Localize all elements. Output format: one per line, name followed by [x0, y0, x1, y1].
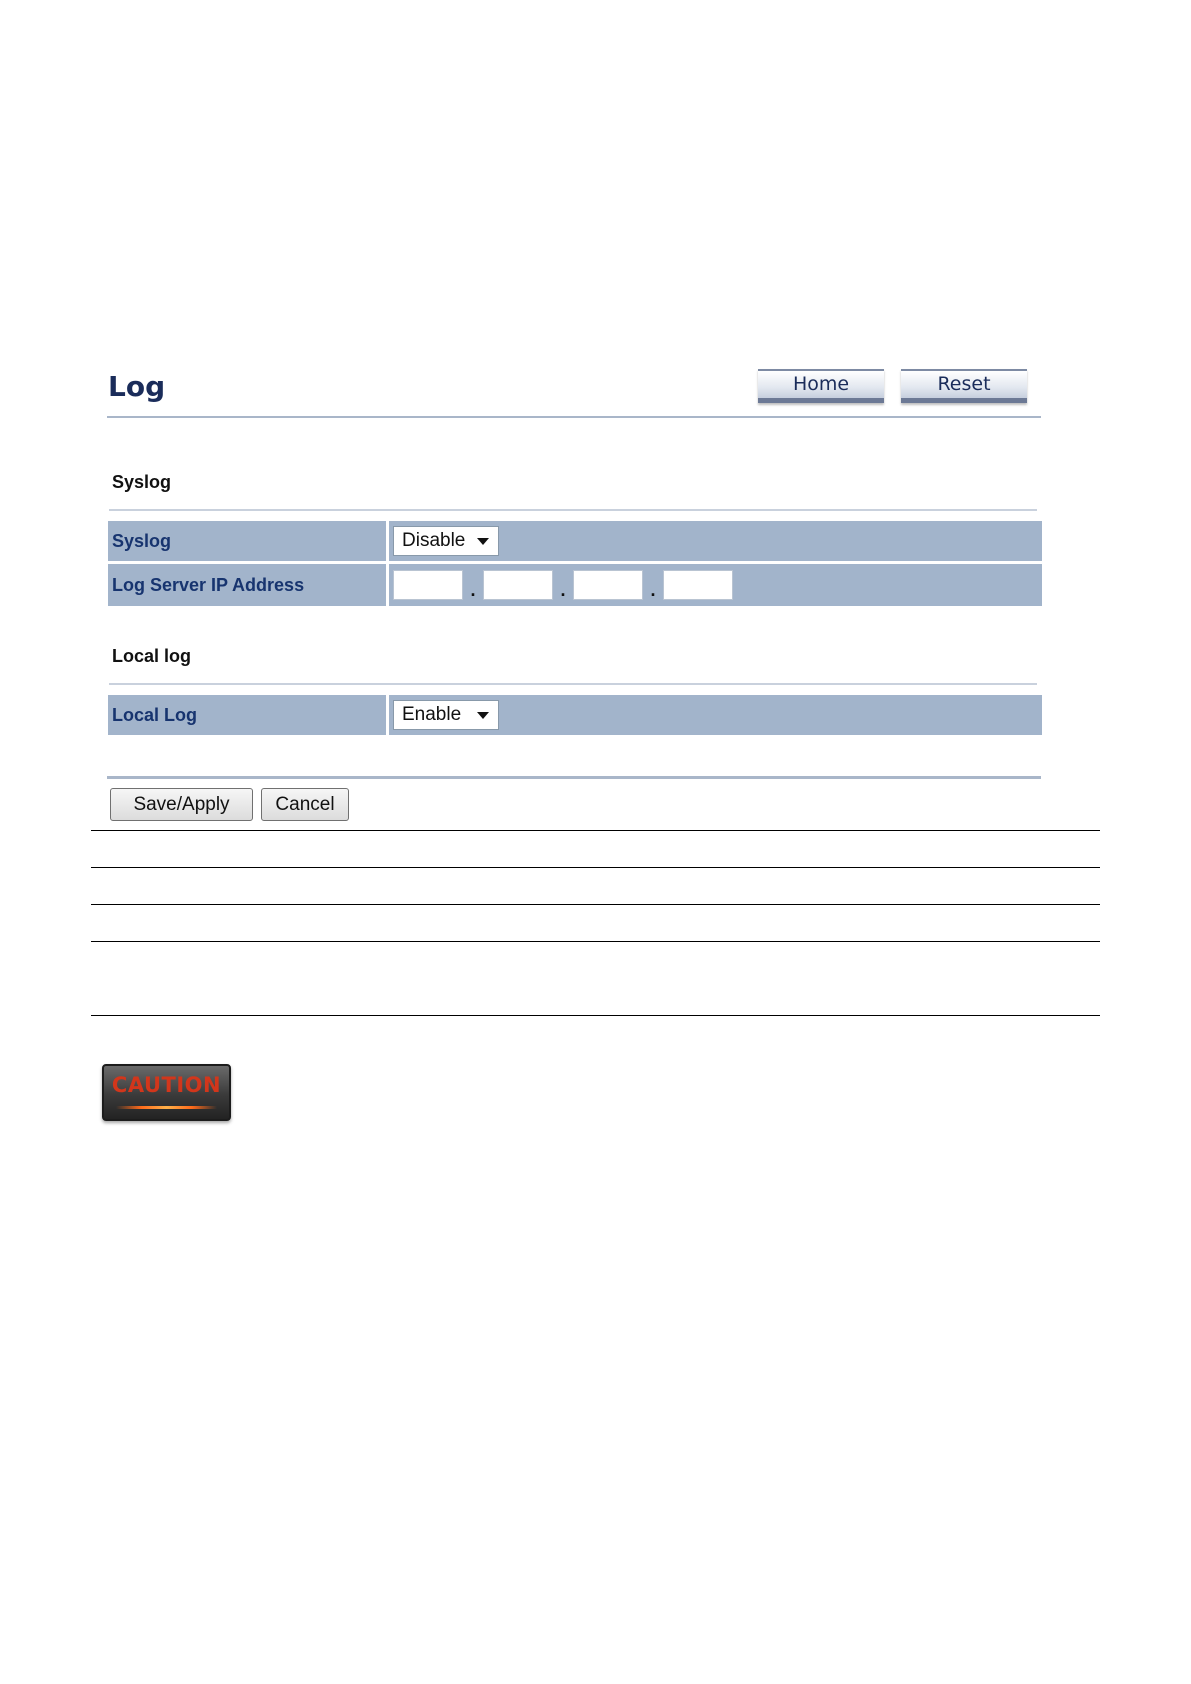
document-table-rule: [91, 904, 1100, 905]
ip-octet-1-input[interactable]: [393, 570, 463, 600]
save-apply-button[interactable]: Save/Apply: [110, 788, 253, 821]
ip-dot-separator: .: [650, 579, 656, 600]
local-log-section-heading: Local log: [112, 646, 192, 666]
caution-label: CAUTION: [111, 1073, 222, 1097]
local-log-section-divider: [109, 683, 1037, 685]
syslog-row: [108, 521, 1042, 561]
syslog-section-heading: Syslog: [112, 472, 172, 492]
reset-button[interactable]: Reset: [901, 369, 1027, 403]
log-server-ip-value-cell: [389, 564, 1042, 606]
chevron-down-icon: [477, 712, 489, 719]
form-footer-divider: [107, 776, 1041, 779]
ip-octet-4-input[interactable]: [663, 570, 733, 600]
syslog-label: Syslog: [108, 521, 386, 561]
log-server-ip-row: [108, 564, 1042, 606]
document-table-rule: [91, 1015, 1100, 1016]
syslog-section-divider: [109, 509, 1037, 511]
log-server-ip-label: Log Server IP Address: [108, 564, 386, 606]
caution-badge: [102, 1064, 231, 1121]
ip-octet-2-input[interactable]: [483, 570, 553, 600]
syslog-value-cell: [389, 521, 1042, 561]
document-table-rule: [91, 867, 1100, 868]
page-title: Log: [108, 370, 166, 403]
local-log-row: [108, 695, 1042, 735]
ip-octet-3-input[interactable]: [573, 570, 643, 600]
syslog-select[interactable]: [393, 526, 499, 556]
home-button[interactable]: Home: [758, 369, 884, 403]
ip-dot-separator: .: [470, 579, 476, 600]
document-table-rule: [91, 941, 1100, 942]
caution-glow-bar: [116, 1106, 217, 1109]
title-divider: [107, 416, 1041, 418]
local-log-select-value: Enable: [402, 704, 462, 725]
syslog-select-value: Disable: [402, 530, 466, 551]
local-log-label: Local Log: [108, 695, 386, 735]
local-log-value-cell: [389, 695, 1042, 735]
cancel-button[interactable]: Cancel: [261, 788, 349, 821]
ip-dot-separator: .: [560, 579, 566, 600]
local-log-select[interactable]: [393, 700, 499, 730]
document-table-rule: [91, 830, 1100, 831]
chevron-down-icon: [477, 538, 489, 545]
